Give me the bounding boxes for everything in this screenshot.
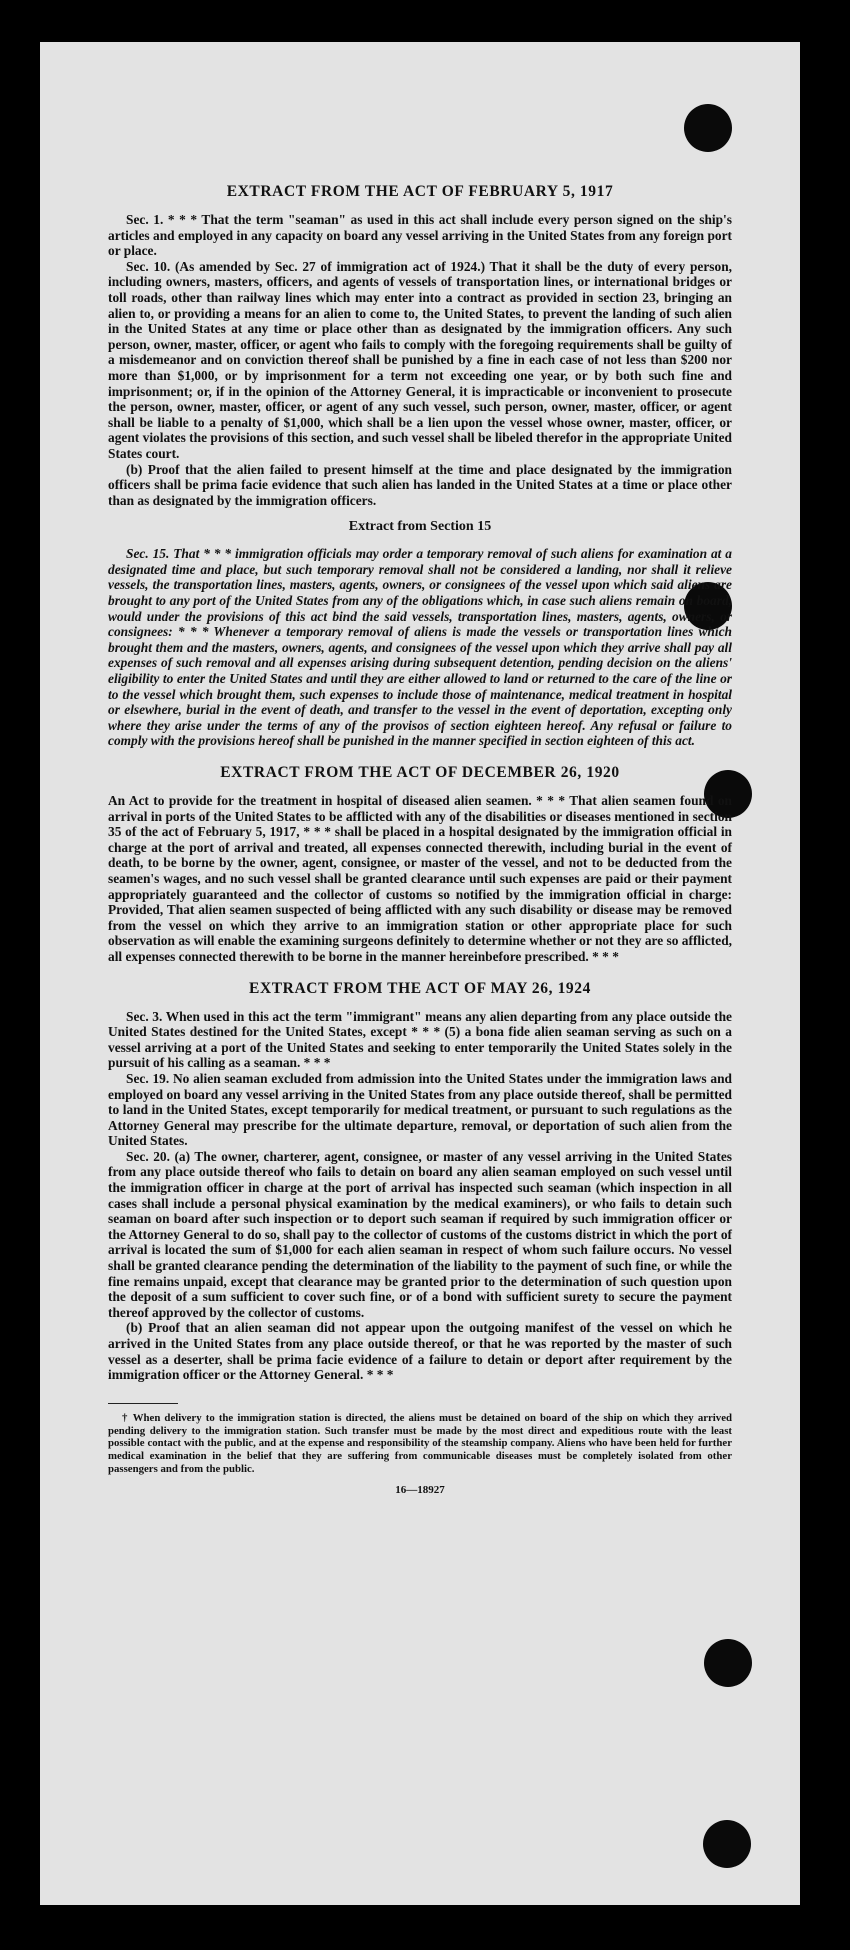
paragraph: (b) Proof that an alien seaman did not appear upon the outgoing manifest of the vessel on which he arrived in the United States from any place outside thereof, or that he was reported by the master of such vessel as a deserter, shall be prima facie evidence of a failure to detain or deport after requirement by the immigration officer or the Attorney General. * * * bbox=[108, 1320, 732, 1383]
punch-hole bbox=[684, 104, 732, 152]
document-body bbox=[108, 182, 732, 1496]
punch-hole bbox=[704, 1639, 752, 1687]
paragraph: Sec. 20. (a) The owner, charterer, agent, consignee, or master of any vessel arriving in the United States from any place outside thereof who fails to detain on board any alien seaman employed on such vessel until the immigration officer in charge at the port of arrival has inspected such seaman (which inspection in all cases shall include a personal physical examination by the medical examiners), or who fails to detain such seaman on board after such inspection or to deport such seaman if required by such immigration officer or the Attorney General to do so, shall pay to the collector of customs of the customs district in which the port of arrival is located the sum of $1,000 for each alien seaman in respect of whom such failure occurs. No vessel shall be granted clearance pending the determination of the liability to the payment of such fine, or while the fine remains unpaid, except that clearance may be granted prior to the determination of such question upon the deposit of a sum sufficient to cover such fine, or of a bond with sufficient surety to secure the payment thereof approved by the collector of customs. bbox=[108, 1148, 732, 1320]
paragraph: An Act to provide for the treatment in hospital of diseased alien seamen. * * * That alien seamen found on arrival in ports of the United States to be afflicted with any of the disabilities or diseases mentioned in section 35 of the act of February 5, 1917, * * * shall be placed in a hospital designated by the immigration official in charge at the port of arrival and treated, all expenses connected therewith, including burial in the event of death, to be borne by the owner, agent, consignee, or master of the vessel, and not to be deducted from the seamen's wages, and no such vessel shall be granted clearance until such expenses are paid or their payment appropriately guaranteed and the collector of customs so notified by the immigration official in charge: Provided, That alien seamen suspected of being afflicted with any such disability or disease may be removed from the vessel on which they arrive to an immigration station or other appropriate place for such observation as will enable the examining surgeons definitely to determine whether or not they are so afflicted, all expenses connected therewith to be borne in the manner hereinbefore prescribed. * * * bbox=[108, 793, 732, 964]
paragraph: Sec. 1. * * * That the term "seaman" as used in this act shall include every person signed on the ship's articles and employed in any capacity on board any vessel arriving in the United States from any foreign port or place. bbox=[108, 212, 732, 259]
section-heading: EXTRACT FROM THE ACT OF MAY 26, 1924 bbox=[249, 979, 591, 997]
punch-hole bbox=[703, 1820, 751, 1868]
document-page bbox=[40, 42, 800, 1905]
form-number: 16—18927 bbox=[395, 1483, 445, 1496]
paragraph: (b) Proof that the alien failed to present himself at the time and place designated by the immigration officers shall be prima facie evidence that such alien has landed in the United States at a time or place other than as designated by the immigration officers. bbox=[108, 461, 732, 508]
paragraph: Sec. 3. When used in this act the term "immigrant" means any alien departing from any place outside the United States destined for the United States, except * * * (5) a bona fide alien seaman serving as such on a vessel arriving at a port of the United States and seeking to enter temporarily the United States solely in the pursuit of his calling as a seaman. * * * bbox=[108, 1008, 732, 1071]
section-heading: EXTRACT FROM THE ACT OF FEBRUARY 5, 1917 bbox=[226, 183, 614, 200]
footnote: † When delivery to the immigration station is directed, the aliens must be detained on board of the ship on which they arrived pending delivery to the immigration station. Such transfer must be made by the most direct and expeditious route with the least possible contact with the public, and at the expense and responsibility of the steamship company. Aliens who have been held for further medical examination in the belief that they are suffering from communicable diseases must be completely isolated from other passengers and from the public. bbox=[108, 1411, 732, 1475]
section-heading: EXTRACT FROM THE ACT OF DECEMBER 26, 1920 bbox=[220, 764, 620, 781]
footnote-rule bbox=[108, 1403, 178, 1404]
paragraph: Sec. 10. (As amended by Sec. 27 of immigration act of 1924.) That it shall be the duty of every person, including owners, masters, officers, and agents of vessels of transportation lines, or international bridges or toll roads, other than railway lines which may enter into a contract as provided in section 23, bringing an alien to, or providing a means for an alien to come to, the United States, to prevent the landing of such alien in the United States at any time or place other than as designated by the immigration officers. Any such person, owner, master, officer, or agent who fails to comply with the foregoing requirements shall be guilty of a misdemeanor and on conviction thereof shall be punished by a fine in each case of not less than $200 nor more than $1,000, or by imprisonment for a term not exceeding one year, or by both such fine and imprisonment; or, if in the opinion of the Attorney General, it is impracticable or inconvenient to prosecute the person, owner, master, officer, or agent of any such vessel, such person, owner, master, officer, or agent shall be liable to a penalty of $1,000, which shall be a lien upon the vessel whose owner, master, officer, or agent violates the provisions of this section, and such vessel shall be libeled therefor in the appropriate United States court. bbox=[108, 258, 732, 461]
paragraph: Sec. 15. That * * * immigration officials may order a temporary removal of such aliens for examination at a designated time and place, but such temporary removal shall not be considered a landing, nor shall it relieve vessels, the transportation lines, masters, agents, owners, or consignees of the vessel upon which said aliens are brought to any port of the United States from any of the obligations which, in case such aliens remain on board, would under the provisions of this act bind the said vessels, transportation lines, masters, agents, owners, or consignees: * * * Whenever a temporary removal of aliens is made the vessels or transportation lines which brought them and the masters, owners, agents, and consignees of the vessel upon which they arrive shall pay all expenses of such removal and all expenses arising during subsequent detention, pending decision on the aliens' eligibility to enter the United States and until they are either allowed to land or returned to the care of the line or to the vessel which brought them, such expenses to include those of maintenance, medical treatment in hospital or elsewhere, burial in the event of death, and transfer to the vessel in the event of deportation, excepting only where they arise under the terms of any of the provisos of section eighteen hereof. Any refusal or failure to comply with the provisions hereof shall be punished in the manner specified in section eighteen of this act. bbox=[108, 546, 732, 749]
paragraph: Sec. 19. No alien seaman excluded from admission into the United States under the immigration laws and employed on board any vessel arriving in the United States from any place outside thereof, shall be permitted to land in the United States, except temporarily for medical treatment, or pursuant to such regulations as the Attorney General may prescribe for the ultimate departure, removal, or deportation of such alien from the United States. bbox=[108, 1070, 732, 1149]
subsection-heading: Extract from Section 15 bbox=[348, 519, 492, 535]
